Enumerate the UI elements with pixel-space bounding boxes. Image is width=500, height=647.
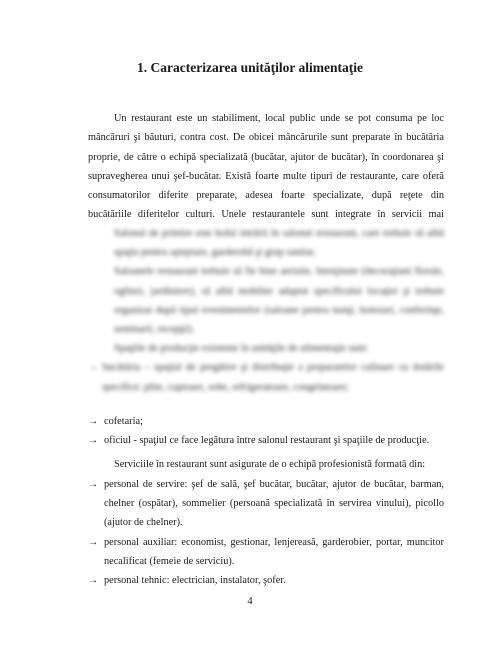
blurred-section: [88, 224, 444, 396]
list-item: → cofetaria;: [88, 412, 444, 431]
services-intro: Serviciile în restaurant sunt asigurate de o echipă profesionistă formată din:: [114, 459, 426, 470]
list-item: → personal auxiliar: economist, gestionar, lenjereasă, garderobier, portar, muncitor necalificat (femeie de serviciu).: [88, 533, 444, 571]
page-number: 4: [247, 596, 253, 607]
intro-paragraph: [88, 90, 444, 226]
list-item: → oficiul - spaţiul ce face legătura între salonul restaurant şi spaţiile de producţie.: [88, 431, 444, 450]
page-title: 1. Caracterizarea unităţilor alimentaţie: [137, 60, 363, 75]
blurred-line-primire: Salonul de primire este holul intrării în salonul restaurant, care trebuie să aibă spaţiu pentru aşteptare, garderobă şi grup sanitar.: [114, 228, 444, 259]
blurred-line-saloane: Saloanele restaurant trebuie să fie bine aerisite, întreţinute (decoraţiuni florale, oglinzi, jardiniere), să aibă mobilier adaptat specificului locaţiei şi trebuie organizat după tipul evenimentelor (saloane pentru nunţi, botezuri, conferinţe, seminarii, recepţii).: [114, 266, 444, 336]
arrow-icon: →: [88, 536, 99, 548]
list-item: → personal de servire: şef de sală, şef bucătar, bucătar, ajutor de bucătar, barman, chelner (ospătar), sommelier (persoană specializată în servirea vinului), picollo (ajutor de chelner).: [88, 475, 444, 533]
production-spaces-list: [88, 412, 444, 450]
intro-text: Un restaurant este un stabiliment, local public unde se pot consuma pe loc mâncăruri şi băuturi, contra cost. De obicei mâncărurile sunt preparate în bucătăria proprie, de către o echipă specializată (bucătar, ajutor de bucătar), în coordonarea şi supravegherea unui şef-bucătar. Există foarte multe tipuri de restaurante, care oferă consumatorilor diferite preparate, adesea foarte specializate, după reţete din bucătăriile diferitelor culturi. Unele restaurantele sunt integrate în servicii mai: [88, 113, 444, 221]
arrow-icon: →: [88, 479, 99, 490]
blurred-line-spatii: Spaţiile de producţie existente în unităţile de alimentaţie sunt:: [114, 343, 369, 355]
arrow-icon: →: [88, 575, 99, 587]
blurred-bullet-bucataria: → bucătăria – spaţiul de pregătire şi distribuţie a preparatelor culinare cu dotările specifice: plite, cuptoare, sobe, refrigeratoare, congelatoare;: [88, 362, 444, 393]
arrow-icon: →: [88, 435, 99, 447]
list-item: → personal tehnic: electrician, instalator, şofer.: [88, 571, 444, 590]
arrow-icon: →: [88, 416, 99, 427]
staff-list: [88, 475, 444, 590]
